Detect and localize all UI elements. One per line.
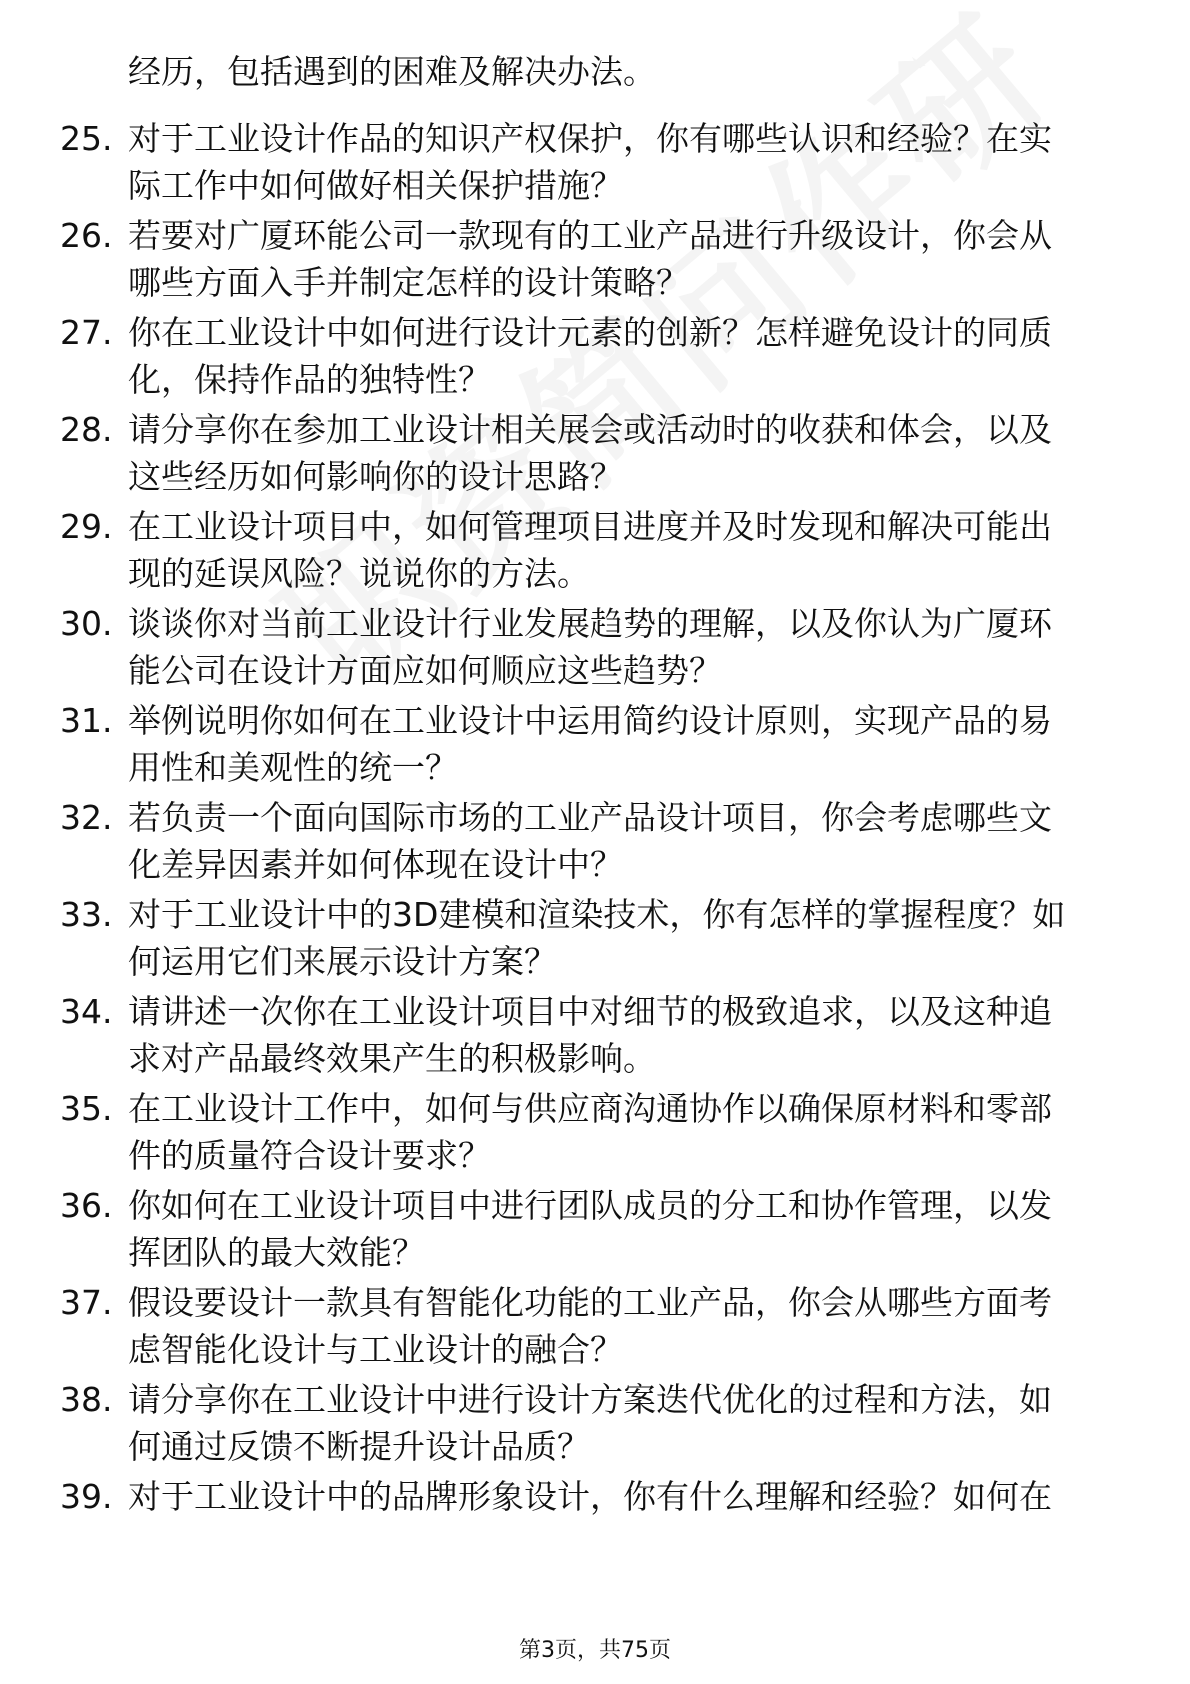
- question-text-line-2: 能公司在设计方面应如何顺应这些趋势？: [128, 651, 722, 690]
- question-item: [0, 600, 1190, 697]
- question-text-line-2: 际工作中如何做好相关保护措施？: [128, 166, 623, 205]
- question-text-line-1: 请分享你在参加工业设计相关展会或活动时的收获和体会，以及: [128, 410, 1052, 449]
- question-text-line-2: 何运用它们来展示设计方案？: [128, 942, 557, 981]
- question-item: [0, 1376, 1190, 1473]
- question-text-line-1: 请讲述一次你在工业设计项目中对细节的极致追求，以及这种追: [128, 992, 1052, 1031]
- question-text-line-2: 何通过反馈不断提升设计品质？: [128, 1427, 590, 1466]
- question-text-line-1: 你在工业设计中如何进行设计元素的创新？怎样避免设计的同质: [128, 313, 1052, 352]
- question-item: [0, 309, 1190, 406]
- question-text-line-1: 谈谈你对当前工业设计行业发展趋势的理解，以及你认为广厦环: [128, 604, 1052, 643]
- question-number: 33.: [60, 895, 113, 934]
- question-item: [0, 1473, 1190, 1570]
- question-text-line-1: 若要对广厦环能公司一款现有的工业产品进行升级设计，你会从: [128, 216, 1052, 255]
- question-text-line-1: 对于工业设计作品的知识产权保护，你有哪些认识和经验？在实: [128, 119, 1052, 158]
- question-number: 32.: [60, 798, 113, 837]
- question-text-line-1: 在工业设计项目中，如何管理项目进度并及时发现和解决可能出: [128, 507, 1052, 546]
- question-number: 27.: [60, 313, 113, 352]
- question-number: 35.: [60, 1089, 113, 1128]
- question-item: [0, 503, 1190, 600]
- question-text-line-2: 这些经历如何影响你的设计思路？: [128, 457, 623, 496]
- question-item: [0, 212, 1190, 309]
- question-text-line-1: 假设要设计一款具有智能化功能的工业产品，你会从哪些方面考: [128, 1283, 1052, 1322]
- question-number: 29.: [60, 507, 113, 546]
- question-text-line-1: 对于工业设计中的3D建模和渲染技术，你有怎样的掌握程度？如: [128, 895, 1066, 934]
- question-item: [0, 891, 1190, 988]
- question-text-line-1: 举例说明你如何在工业设计中运用简约设计原则，实现产品的易: [128, 701, 1052, 740]
- question-text-line-1: 对于工业设计中的品牌形象设计，你有什么理解和经验？如何在: [128, 1477, 1052, 1516]
- continuation-text: 经历，包括遇到的困难及解决办法。: [128, 52, 656, 91]
- page-number-footer: 第3页，共75页: [519, 1638, 671, 1663]
- question-item: [0, 794, 1190, 891]
- question-text-line-2: 求对产品最终效果产生的积极影响。: [128, 1039, 656, 1078]
- question-text-line-2: 挥团队的最大效能？: [128, 1233, 425, 1272]
- question-text-line-2: 哪些方面入手并制定怎样的设计策略？: [128, 263, 689, 302]
- question-number: 36.: [60, 1186, 113, 1225]
- question-number: 39.: [60, 1477, 113, 1516]
- question-text-line-1: 在工业设计工作中，如何与供应商沟通协作以确保原材料和零部: [128, 1089, 1052, 1128]
- question-number: 26.: [60, 216, 113, 255]
- question-item: [0, 1279, 1190, 1376]
- question-number: 37.: [60, 1283, 113, 1322]
- question-item: [0, 988, 1190, 1085]
- question-number: 30.: [60, 604, 113, 643]
- question-item: [0, 115, 1190, 212]
- question-number: 38.: [60, 1380, 113, 1419]
- question-text-line-2: 用性和美观性的统一？: [128, 748, 458, 787]
- question-item: [0, 697, 1190, 794]
- question-text-line-2: 现的延误风险？说说你的方法。: [128, 554, 590, 593]
- question-item: [0, 1182, 1190, 1279]
- question-number: 31.: [60, 701, 113, 740]
- question-number: 25.: [60, 119, 113, 158]
- question-list: [0, 115, 1190, 1570]
- question-text-line-2: 虑智能化设计与工业设计的融合？: [128, 1330, 623, 1369]
- question-item: [0, 1085, 1190, 1182]
- question-number: 28.: [60, 410, 113, 449]
- question-text-line-1: 请分享你在工业设计中进行设计方案迭代优化的过程和方法，如: [128, 1380, 1052, 1419]
- question-text-line-1: 若负责一个面向国际市场的工业产品设计项目，你会考虑哪些文: [128, 798, 1052, 837]
- question-text-line-2: 件的质量符合设计要求？: [128, 1136, 491, 1175]
- question-text-line-1: 你如何在工业设计项目中进行团队成员的分工和协作管理，以发: [128, 1186, 1052, 1225]
- question-item: [0, 406, 1190, 503]
- question-text-line-2: 化，保持作品的独特性？: [128, 360, 491, 399]
- question-number: 34.: [60, 992, 113, 1031]
- question-text-line-2: 化差异因素并如何体现在设计中？: [128, 845, 623, 884]
